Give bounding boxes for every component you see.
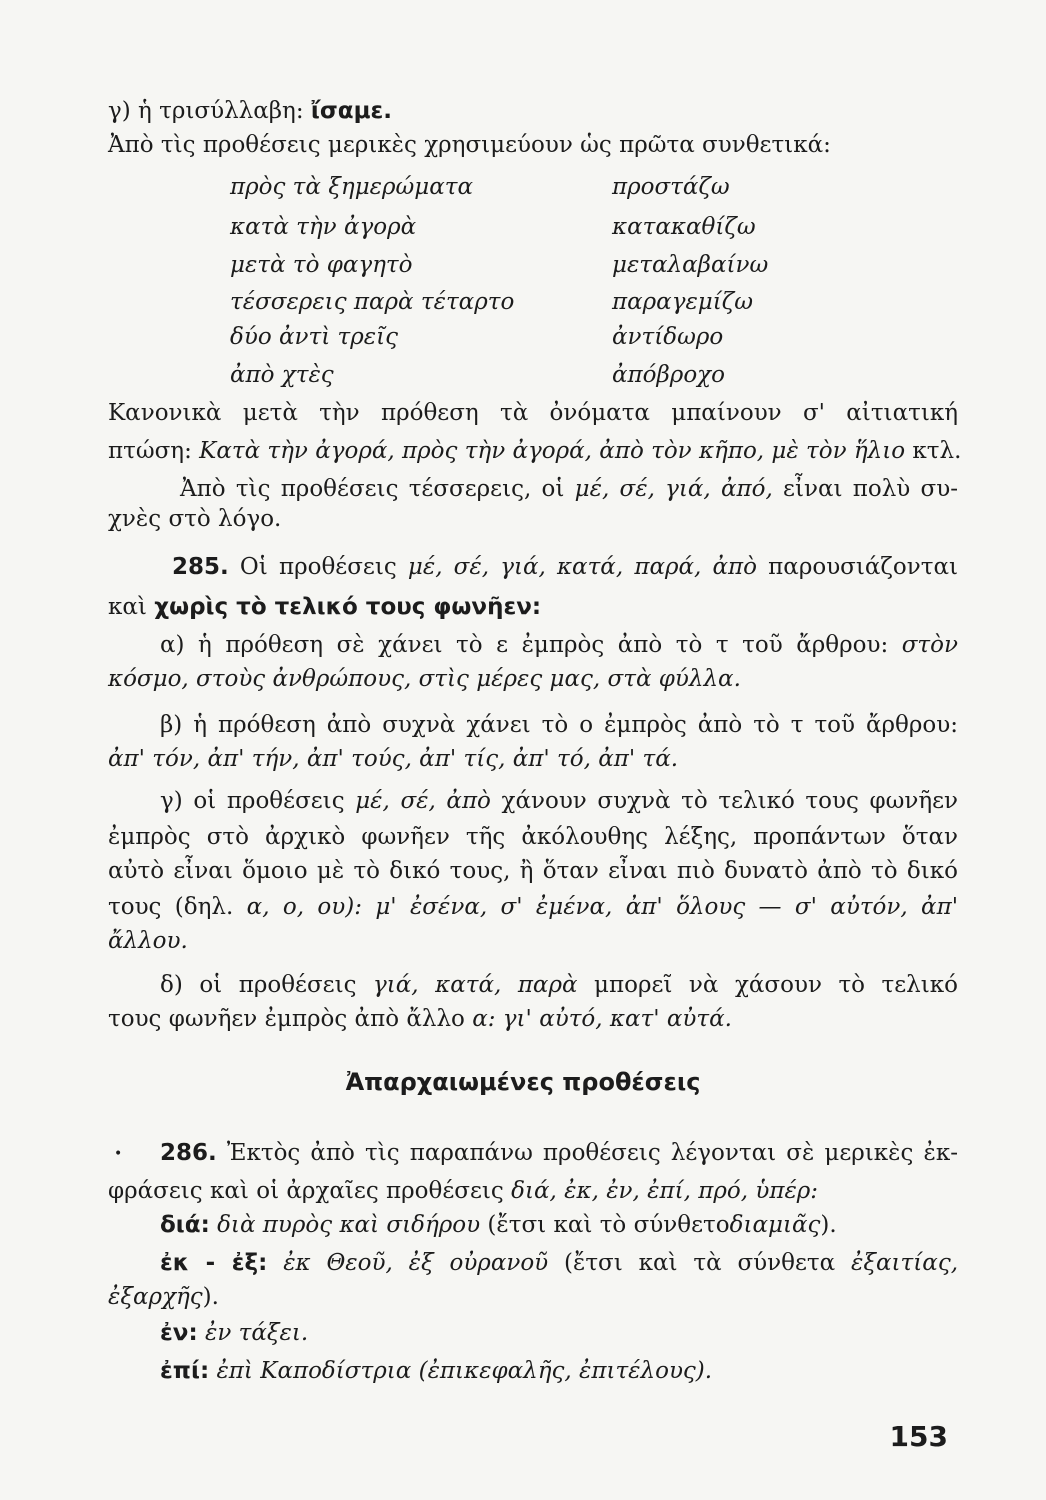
s285-b-line-2: ἀπ' τόν, ἀπ' τήν, ἀπ' τούς, ἀπ' τίς, ἀπ' τό, ἀπ' τά. [108, 746, 679, 772]
example-compound: ἀπόβροχο [612, 362, 725, 388]
example-phrase: ἀπὸ χτὲς [230, 362, 334, 388]
accusative-line-3 [180, 474, 958, 504]
section-heading: Ἀπαρχαιωμένες προθέσεις [345, 1068, 701, 1096]
example-phrase: δύο ἀντὶ τρεῖς [230, 324, 399, 350]
s285-c-line-5: ἄλλου. [108, 928, 188, 954]
entry-en [160, 1318, 958, 1348]
s285-a-example: στὸν [901, 632, 958, 658]
entry-ek [160, 1248, 958, 1278]
accusative-line-1: Κανονικὰ μετὰ τὴν πρόθεση τὰ ὀνόματα μπαίνουν σ' αἰτιατική [108, 400, 958, 426]
s286-text: Ἐκτὸς ἀπὸ τὶς παραπάνω προθέσεις λέγονται σὲ μερικὲς ἐκ- [226, 1140, 958, 1166]
s286-line-2 [108, 1176, 958, 1206]
s286-ancient-preps: διά, ἐκ, ἐν, ἐπί, πρό, ὑπέρ: [511, 1178, 819, 1204]
s286-line-1 [160, 1138, 958, 1168]
s285-preps: μέ, σέ, γιά, κατά, παρά, ἀπὸ [407, 554, 757, 580]
accusative-examples: Κατὰ τὴν ἀγορά, πρὸς τὴν ἀγορά, ἀπὸ τὸν κῆπο, μὲ τὸν ἥλιο [199, 438, 906, 464]
s285-a-line-2: κόσμο, στοὺς ἀνθρώπους, στὶς μέρες μας, στὰ φύλλα. [108, 666, 741, 692]
s285-d-preps: γιά, κατά, παρὰ [373, 972, 578, 998]
entry-ek-note-word: ἐξαιτίας, [851, 1250, 959, 1276]
example-phrase: κατὰ τὴν ἀγορὰ [230, 214, 417, 240]
s285-line-2 [108, 592, 958, 622]
intro-gamma [108, 96, 958, 126]
entry-epi-label: ἐπί: [160, 1358, 210, 1384]
entry-en-example: ἐν τάξει. [204, 1320, 309, 1346]
s285-c-line-2: ἐμπρὸς στὸ ἀρχικὸ φωνῆεν τῆς ἀκόλουθης λέξης, προπάντων ὅταν [108, 824, 958, 850]
example-compound: ἀντίδωρο [612, 324, 724, 350]
entry-ek-line-2 [108, 1282, 958, 1312]
s285-text: Οἱ προθέσεις [239, 554, 397, 580]
example-compound: παραγεμίζω [612, 289, 753, 315]
s285-c-text-end: χάνουν συχνὰ τὸ τελικό τους φωνῆεν [501, 788, 958, 814]
s285-a-line-1 [160, 630, 958, 660]
s285-c-dil: τους (δηλ. [108, 894, 234, 920]
s285-d-text: δ) οἱ προθέσεις [160, 972, 357, 998]
s285-c-line-1 [160, 786, 958, 816]
entry-epi-example: ἐπὶ Καποδίστρια (ἐπικεφαλῆς, ἐπιτέλους). [216, 1358, 713, 1384]
entry-ek-label: ἐκ - ἐξ: [160, 1250, 268, 1276]
s285-c-line-4 [108, 892, 958, 922]
entry-en-label: ἐν: [160, 1320, 198, 1346]
s285-text-end: παρουσιάζονται [768, 554, 958, 580]
s285-c-vowels: α, ο, ου): [246, 894, 362, 920]
entry-dia [160, 1210, 958, 1240]
s285-c-preps: μέ, σέ, ἀπὸ [355, 788, 491, 814]
s285-c-text: γ) οἱ προθέσεις [160, 788, 345, 814]
s285-d-line-1 [160, 970, 958, 1000]
s285-d-line-2 [108, 1004, 958, 1034]
s285-kai: καὶ [108, 594, 147, 620]
section-number: 285. [172, 554, 229, 580]
section-number: 286. [160, 1140, 217, 1166]
entry-ek-example: ἐκ Θεοῦ, ἐξ οὐρανοῦ [283, 1250, 549, 1276]
page-number: 153 [889, 1420, 948, 1453]
entry-dia-note: (ἔτσι καὶ τὸ σύνθετο [487, 1212, 730, 1238]
entry-dia-note-end: ). [820, 1212, 837, 1238]
gamma-word: ἴσαμε. [310, 98, 393, 124]
s285-a-text: α) ἡ πρόθεση σὲ χάνει τὸ ε ἐμπρὸς ἀπὸ τὸ τ τοῦ ἄρθρου: [160, 632, 889, 658]
s285-d-examples: α: γι' αὐτό, κατ' αὐτά. [472, 1006, 732, 1032]
frequent-tail: εἶναι πολὺ συ- [783, 476, 958, 502]
example-phrase: μετὰ τὸ φαγητὸ [230, 252, 413, 278]
accusative-line-4: χνὲς στὸ λόγο. [108, 506, 282, 532]
entry-dia-example: διὰ πυρὸς καὶ σιδήρου [217, 1212, 481, 1238]
entry-ek-note-word-2: ἐξαρχῆς [108, 1284, 203, 1310]
s285-line-1 [172, 552, 958, 582]
entry-dia-label: διά: [160, 1212, 210, 1238]
s285-c-examples: μ' ἐσένα, σ' ἐμένα, ἀπ' ὅλους — σ' αὐτόν, ἀπ' [375, 894, 959, 920]
accusative-line-2 [108, 436, 962, 466]
entry-ek-note-end: ). [202, 1284, 219, 1310]
example-compound: κατακαθίζω [612, 214, 756, 240]
example-phrase: πρὸς τὰ ξημερώματα [230, 174, 473, 200]
margin-dot: • [114, 1146, 123, 1162]
entry-dia-note-word: διαμιᾶς [729, 1212, 821, 1238]
s285-bold-phrase: χωρὶς τὸ τελικό τους φωνῆεν: [154, 594, 542, 620]
example-compound: προστάζω [612, 174, 730, 200]
frequent-intro: Ἀπὸ τὶς προθέσεις τέσσερεις, οἱ [180, 476, 565, 502]
example-compound: μεταλαβαίνω [612, 252, 769, 278]
gamma-label: γ) ἡ τρισύλλαβη: [108, 98, 304, 124]
s285-d-text-2: τους φωνῆεν ἐμπρὸς ἀπὸ ἄλλο [108, 1006, 465, 1032]
entry-ek-note: (ἔτσι καὶ τὰ σύνθετα [564, 1250, 836, 1276]
entry-epi [160, 1356, 958, 1386]
compound-intro: Ἀπὸ τὶς προθέσεις μερικὲς χρησιμεύουν ὡς πρῶτα συνθετικά: [108, 132, 831, 158]
s285-d-text-end: μπορεῖ νὰ χάσουν τὸ τελικό [594, 972, 958, 998]
s285-b-line-1: β) ἡ πρόθεση ἀπὸ συχνὰ χάνει τὸ ο ἐμπρὸς ἀπὸ τὸ τ τοῦ ἄρθρου: [160, 712, 958, 738]
accusative-ptosi: πτώση: [108, 438, 192, 464]
example-phrase: τέσσερεις παρὰ τέταρτο [230, 289, 515, 315]
s286-text-2: φράσεις καὶ οἱ ἀρχαῖες προθέσεις [108, 1178, 504, 1204]
s285-c-line-3: αὐτὸ εἶναι ὅμοιο μὲ τὸ δικό τους, ἢ ὅταν εἶναι πιὸ δυνατὸ ἀπὸ τὸ δικό [108, 858, 958, 884]
accusative-ktl: κτλ. [912, 438, 962, 464]
frequent-preps: μέ, σέ, γιά, ἀπό, [574, 476, 773, 502]
